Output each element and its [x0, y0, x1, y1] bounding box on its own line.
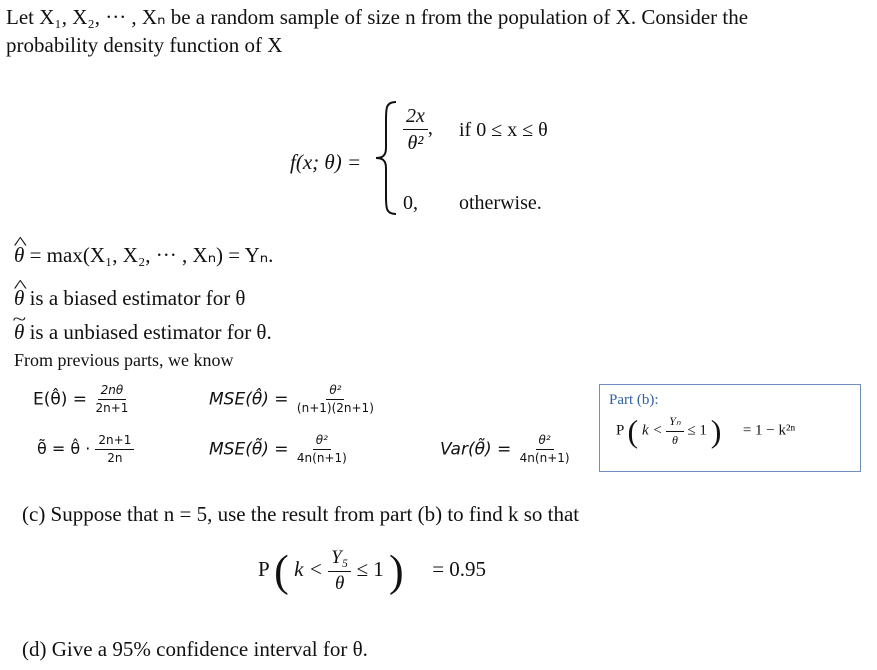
theta-tilde-den: 2n	[107, 451, 123, 466]
part-b-p: P	[616, 422, 624, 439]
mse-tilde-num: θ²	[313, 434, 331, 450]
theta-hat-biased-text: is a biased estimator for θ	[29, 286, 246, 310]
previous-heading: From previous parts, we know	[14, 350, 234, 370]
mse-tilde-den: 4n(n+1)	[296, 451, 347, 466]
pdf-case1-cond: if 0 ≤ x ≤ θ	[459, 119, 548, 141]
mse-hat-num: θ²	[326, 384, 344, 400]
mse-hat-den: (n+1)(2n+1)	[296, 401, 374, 416]
part-c-k-lt: k <	[294, 557, 323, 582]
theta-hat-definition: ^ θ = max(X₁, X₂, ··· , Xₙ) = Yₙ.	[14, 243, 273, 268]
part-b-le-one: ≤ 1	[687, 422, 707, 439]
pdf-case2-cond: otherwise.	[459, 192, 542, 214]
part-d-text: (d) Give a 95% confidence interval for θ.	[22, 637, 368, 661]
part-b-rhs: = 1 − k²ⁿ	[742, 422, 796, 439]
mse-hat-formula	[209, 384, 377, 415]
part-c-p: P	[258, 557, 269, 582]
theta-tilde-formula	[37, 434, 134, 465]
expectation-den: 2n+1	[95, 401, 129, 416]
intro-line-2: probability density function of X	[6, 33, 283, 57]
pdf-case1-num: 2x	[403, 105, 428, 130]
part-c-frac-num: Y₅	[328, 548, 351, 572]
part-c-rhs: = 0.95	[432, 557, 487, 582]
expectation-formula	[33, 384, 131, 415]
part-c-frac-den: θ	[334, 572, 345, 594]
pdf-case1-den: θ²	[407, 132, 424, 154]
part-b-frac-den: θ	[672, 432, 678, 447]
mse-tilde-formula	[209, 434, 350, 465]
pdf-case1-expr: $\frac{2x}{\text{θ²}}$ ,	[403, 105, 433, 154]
pdf-case2-expr: 0,	[403, 192, 418, 214]
part-c-formula: P ( k < $\frac{\text{Y₅}}{\theta}$ ≤ 1 ) = 0.95	[258, 546, 487, 596]
part-b-frac-num: Yₙ	[666, 415, 683, 431]
mse-tilde-lhs: MSE(θ̃) =	[209, 439, 289, 460]
theta-tilde-lhs: θ̃ = θ̂ ·	[37, 439, 91, 459]
var-tilde-lhs: Var(θ̃) =	[440, 439, 512, 460]
part-b-box	[599, 384, 861, 472]
part-b-title: Part (b):	[609, 392, 659, 408]
theta-tilde-unbiased: ~ θ is a unbiased estimator for θ.	[14, 320, 272, 345]
expectation-num: 2nθ	[98, 384, 127, 400]
var-tilde-formula	[440, 434, 573, 465]
theta-hat-biased: ^ θ is a biased estimator for θ	[14, 286, 246, 311]
left-brace-icon	[374, 100, 402, 216]
part-c-text: (c) Suppose that n = 5, use the result from part (b) to find k so that	[22, 502, 580, 526]
intro-line-1: Let X₁, X₂, ··· , Xₙ be a random sample of size n from the population of X. Consider the	[6, 5, 749, 29]
theta-tilde-num: 2n+1	[95, 434, 134, 450]
theta-hat-def-text: = max(X₁, X₂, ··· , Xₙ) = Yₙ.	[29, 243, 274, 267]
expectation-lhs: E(θ̂) =	[33, 389, 88, 410]
pdf-lhs: f(x; θ) =	[290, 150, 362, 174]
part-b-k-lt: k <	[641, 422, 663, 439]
var-tilde-num: θ²	[536, 434, 554, 450]
theta-tilde-unbiased-text: is a unbiased estimator for θ.	[29, 320, 272, 344]
part-b-formula: P ( k < $\frac{\text{Yₙ}}{\theta}$ ≤ 1 ) = 1 − k²ⁿ	[616, 413, 796, 449]
part-c-le-one: ≤ 1	[356, 557, 384, 582]
var-tilde-den: 4n(n+1)	[519, 451, 570, 466]
mse-hat-lhs: MSE(θ̂) =	[209, 389, 289, 410]
